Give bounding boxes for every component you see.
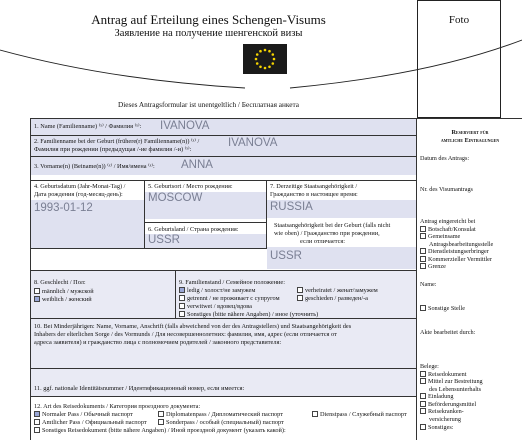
nationality-value: RUSSIA: [270, 201, 313, 213]
birth-date-label-a: 4. Geburtsdatum (Jahr-Monat-Tag) /: [34, 183, 126, 190]
sidebar-docs-item-text-6: versicherung: [429, 416, 461, 424]
nationality-label-b: Гражданство в настоящее время:: [270, 191, 358, 198]
id-number-label: 11. ggf. nationale Identitätsnummer / Идентификационный номер, если имеется:: [34, 385, 245, 392]
sidebar-other-label: Sonstige Stelle: [417, 305, 522, 312]
eu-star-icon: [268, 65, 271, 68]
first-name-value: ANNA: [181, 159, 213, 171]
travel-doc-option-6[interactable]: Sonstiges Reisedokument (bitte nähere Angaben) / Иной проездной документ (указать какой):: [34, 427, 286, 435]
sidebar-docs-item-1[interactable]: [420, 378, 522, 386]
birth-place-label: 5. Geburtsort / Место рождения:: [148, 183, 233, 190]
birth-country-value: USSR: [148, 234, 180, 246]
sidebar-docs-item-5[interactable]: [420, 408, 522, 416]
sidebar-docs-item-0[interactable]: [420, 371, 522, 379]
sidebar-docs-item-text-4: Beförderungsmittel: [428, 400, 477, 408]
sidebar-submitted-item-checkbox-4[interactable]: [420, 256, 426, 262]
sidebar-docs-item-checkbox-0[interactable]: [420, 371, 426, 377]
birth-nationality-label-c: если отличается:: [300, 238, 346, 245]
sidebar-date-label: Datum des Antrags:: [420, 155, 470, 162]
travel-doc-option-5[interactable]: Sonderpass / особый (специальный) паспорт: [158, 419, 284, 427]
sidebar-docs-item-checkbox-7[interactable]: [420, 424, 426, 430]
doc-special-checkbox[interactable]: [158, 419, 164, 425]
name-value: IVANOVA: [160, 120, 210, 132]
sidebar-docs-item-text-1: Mittel zur Bestreitung: [428, 378, 483, 386]
marital-divorced-checkbox[interactable]: [297, 295, 303, 301]
marital-option-6[interactable]: Sonstiges (bitte nähere Angaben) / иное (уточнить): [179, 311, 318, 319]
sidebar-submitted-item-text-3: Dienstleistungserbringer: [428, 248, 489, 256]
marital-widowed-checkbox[interactable]: [179, 303, 185, 309]
sidebar-submitted-item-checkbox-1[interactable]: [420, 233, 426, 239]
eu-star-icon: [256, 62, 259, 65]
doc-other-checkbox[interactable]: [34, 427, 40, 433]
eu-star-icon: [264, 49, 267, 52]
sidebar-edited-label: Akte bearbeitet durch:: [420, 329, 476, 336]
sidebar-submitted-item-1[interactable]: [420, 233, 522, 241]
birth-country-label: 6. Geburtsland / Страна рождения:: [148, 226, 239, 233]
sidebar-name-label: Name:: [420, 281, 437, 288]
sidebar-submitted-item-checkbox-3[interactable]: [420, 248, 426, 254]
marital-option-1[interactable]: ledig / холост/не замужем: [179, 287, 255, 295]
sidebar-docs-item-checkbox-3[interactable]: [420, 393, 426, 399]
sidebar-reserved-a: Reserviert für: [451, 129, 489, 136]
sidebar-submitted-item-text-4: Kommerzieller Vermittler: [428, 255, 492, 263]
eu-star-icon: [273, 58, 276, 61]
sidebar-docs-item-3[interactable]: [420, 393, 522, 401]
sidebar-submitted-item-2[interactable]: [420, 241, 522, 249]
sidebar-docs-item-text-2: des Lebensunterhalts: [429, 385, 482, 393]
sidebar-submitted-label: Antrag eingereicht bei: [420, 218, 476, 225]
marital-label: 9. Familienstand / Семейное положение:: [179, 279, 285, 286]
sex-male-checkbox[interactable]: [34, 288, 40, 294]
travel-doc-option-3[interactable]: Dienstpass / Служебный паспорт: [312, 411, 407, 419]
eu-star-icon: [271, 62, 274, 65]
sidebar-submitted-item-text-2: Antragsbearbeitungsstelle: [429, 240, 494, 248]
sidebar-docs-item-checkbox-4[interactable]: [420, 401, 426, 407]
photo-label: Foto: [448, 14, 470, 26]
marital-option-2[interactable]: verheiratet / женат/замужем: [297, 287, 378, 295]
sidebar-docs-item-checkbox-5[interactable]: [420, 408, 426, 414]
sex-option-female[interactable]: weiblich / женский: [34, 296, 92, 304]
guardian-label-b: Inhabers der elterlichen Sorge / des Vormunds / Для несовершеннолетних: фамилия, имя, адрес (если отличается от: [34, 331, 337, 338]
sidebar-submitted-item-text-0: Botschaft/Konsulat: [428, 225, 476, 233]
sidebar-docs-item-4[interactable]: [420, 401, 522, 409]
birth-date-label-b: Дата рождения (год-месяц-день):: [34, 191, 123, 198]
guardian-label-c: адреса заявителя) и гражданство лица с полномочием родителей / законного представителя:: [34, 339, 282, 346]
doc-normal-checkbox[interactable]: [34, 411, 40, 417]
sidebar-submitted-list: [417, 226, 522, 272]
eu-star-icon: [259, 50, 262, 53]
sidebar-reserved-b: amtliche Eintragungen: [440, 137, 500, 144]
name-label: 1. Name (Familienname) ⁽ˣ⁾ / Фамилия ⁽ˣ⁾:: [34, 123, 142, 130]
marital-single-checkbox[interactable]: [179, 287, 185, 293]
nationality-label-a: 7. Derzeitige Staatsangehörigkeit /: [270, 183, 358, 190]
birth-nationality-label-b: wie oben) / Гражданство при рождении,: [274, 230, 380, 237]
doc-official-checkbox[interactable]: [34, 419, 40, 425]
travel-doc-option-4[interactable]: Amtlicher Pass / Официальный паспорт: [34, 419, 147, 427]
marital-option-4[interactable]: geschieden / разведен/-а: [297, 295, 368, 303]
sidebar-submitted-item-checkbox-5[interactable]: [420, 263, 426, 269]
birth-nationality-value: USSR: [270, 250, 302, 262]
sidebar-other-checkbox[interactable]: [420, 305, 426, 311]
sidebar-submitted-item-text-1: Gemeinsame: [428, 233, 461, 241]
birth-date-value: 1993-01-12: [34, 202, 93, 214]
sex-option-male[interactable]: männlich / мужской: [34, 288, 94, 296]
free-notice: Dieses Antragsformular ist unentgeltlich / Бесплатная анкета: [117, 100, 300, 109]
sidebar-docs-item-text-0: Reisedokument: [428, 370, 467, 378]
birth-place-value: MOSCOW: [148, 192, 203, 204]
sidebar-docs-item-text-5: Reisekranken-: [428, 408, 464, 416]
sidebar-submitted-item-5[interactable]: [420, 263, 522, 271]
marital-option-5[interactable]: verwitwet / вдовец/вдова: [179, 303, 252, 311]
sidebar-submitted-item-0[interactable]: [420, 226, 522, 234]
sex-female-checkbox[interactable]: [34, 296, 40, 302]
form-title-de: Antrag auf Erteilung eines Schengen-Visums: [91, 12, 326, 27]
birth-name-label-a: 2. Familienname bei der Geburt (frühere(r) Familienname(n)) ⁽ˣ⁾ /: [34, 138, 200, 145]
travel-doc-option-1[interactable]: Normaler Pass / Обычный паспорт: [34, 411, 133, 419]
eu-star-icon: [259, 65, 262, 68]
sidebar-docs-item-7[interactable]: [420, 424, 522, 432]
travel-doc-option-2[interactable]: Diplomatenpass / Дипломатический паспорт: [158, 411, 283, 419]
guardian-label-a: 10. Bei Minderjährigen: Name, Vorname, Anschrift (falls abweichend von der des Antragstellers) und Staatsangehörigkeit des: [34, 323, 352, 330]
marital-other-checkbox[interactable]: [179, 311, 185, 317]
sidebar-docs-label: Belege:: [420, 363, 439, 370]
travel-doc-label: 12. Art des Reisedokuments / Категория проездного документа:: [34, 403, 201, 410]
sidebar-number-label: Nr. des Visumantrags: [420, 186, 473, 193]
eu-flag-icon: [243, 44, 287, 74]
sidebar-submitted-item-checkbox-0[interactable]: [420, 226, 426, 232]
marital-option-3[interactable]: getrennt / не проживает с супругом: [179, 295, 280, 303]
sidebar-submitted-item-4[interactable]: [420, 256, 522, 264]
doc-service-checkbox[interactable]: [312, 411, 318, 417]
sidebar-docs-item-6[interactable]: [420, 416, 522, 424]
sidebar-docs-item-text-3: Einladung: [428, 393, 454, 401]
sidebar-submitted-item-3[interactable]: [420, 248, 522, 256]
sidebar-docs-item-checkbox-1[interactable]: [420, 378, 426, 384]
first-name-label: 3. Vorname(n) (Beiname(n)) ⁽ˣ⁾ / Имя/имена ⁽ˣ⁾:: [34, 163, 155, 170]
eu-star-icon: [271, 53, 274, 56]
eu-star-icon: [255, 58, 258, 61]
sex-label: 8. Geschlecht / Пол:: [34, 279, 86, 286]
sidebar-docs-item-2[interactable]: [420, 386, 522, 394]
doc-diplomatic-checkbox[interactable]: [158, 411, 164, 417]
eu-star-icon: [264, 67, 267, 70]
eu-star-icon: [256, 53, 259, 56]
birth-name-label-b: Фамилия при рождении (предыдущая /-ие фамилия /-и) ⁽ˣ⁾:: [34, 146, 192, 153]
sidebar-docs-item-text-7: Sonstiges:: [428, 423, 454, 431]
birth-name-value: IVANOVA: [228, 137, 278, 149]
sidebar-submitted-item-text-5: Grenze: [428, 263, 446, 271]
marital-separated-checkbox[interactable]: [179, 295, 185, 301]
eu-star-icon: [268, 50, 271, 53]
form-title-ru: Заявление на получение шенгенской визы: [114, 28, 303, 39]
birth-nationality-label-a: Staatsangehörigkeit bei der Geburt (falls nicht: [274, 222, 391, 229]
marital-married-checkbox[interactable]: [297, 287, 303, 293]
sidebar-docs-list: [417, 371, 522, 432]
